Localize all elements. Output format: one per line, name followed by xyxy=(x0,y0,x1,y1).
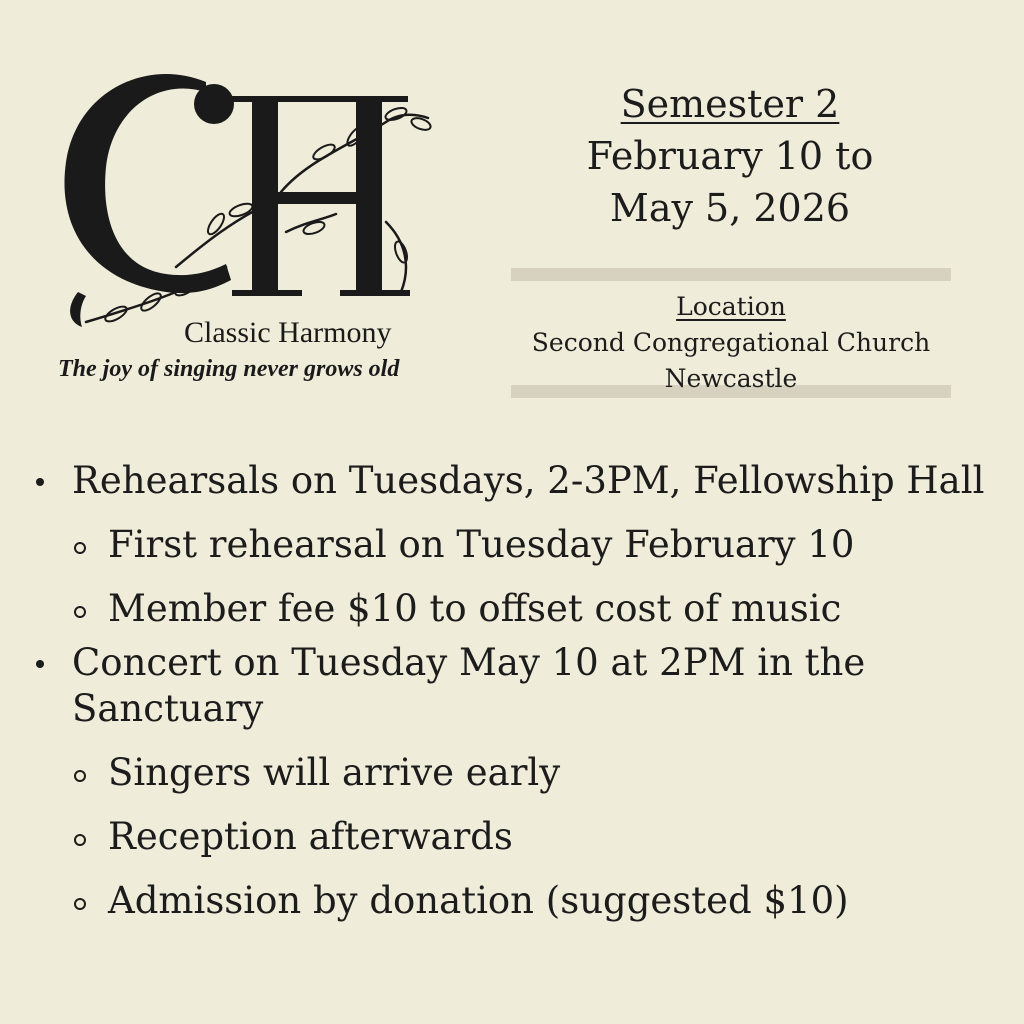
semester-title: Semester 2 xyxy=(620,82,840,126)
sub-list-item-text: Reception afterwards xyxy=(108,815,513,858)
location-box xyxy=(511,268,951,398)
sub-list-item xyxy=(36,814,996,860)
circle-bullet-icon xyxy=(74,834,86,846)
tagline: The joy of singing never grows old xyxy=(58,356,400,382)
sub-list-item-text: Admission by donation (suggested $10) xyxy=(108,879,849,922)
semester-dates-end: May 5, 2026 xyxy=(609,186,851,230)
ch-monogram-icon xyxy=(56,52,466,352)
location-label: Location xyxy=(676,292,786,321)
list-item xyxy=(36,458,996,504)
sub-list-item-text: First rehearsal on Tuesday February 10 xyxy=(108,523,855,566)
circle-bullet-icon xyxy=(74,898,86,910)
circle-bullet-icon xyxy=(74,606,86,618)
brand-name: Classic Harmony xyxy=(184,316,392,349)
list-item-text: Concert on Tuesday May 10 at 2PM in the Sanctuary xyxy=(72,641,866,730)
circle-bullet-icon xyxy=(74,770,86,782)
bullet-icon xyxy=(36,478,44,486)
details-list xyxy=(36,450,996,924)
circle-bullet-icon xyxy=(74,542,86,554)
semester-dates-start: February 10 to xyxy=(586,134,874,178)
bullet-icon xyxy=(36,660,44,668)
sub-list-item xyxy=(36,522,996,568)
sub-list-item xyxy=(36,586,996,632)
sub-list-item xyxy=(36,750,996,796)
sub-list-item-text: Singers will arrive early xyxy=(108,751,561,794)
sub-list-item-text: Member fee $10 to offset cost of music xyxy=(108,587,842,630)
logo xyxy=(56,52,466,402)
location-venue: Second Congregational Church xyxy=(531,328,931,357)
sub-list-item xyxy=(36,878,996,924)
location-town: Newcastle xyxy=(664,364,798,393)
semester-block xyxy=(520,78,940,234)
list-item xyxy=(36,640,996,732)
list-item-text: Rehearsals on Tuesdays, 2-3PM, Fellowship Hall xyxy=(72,459,985,502)
